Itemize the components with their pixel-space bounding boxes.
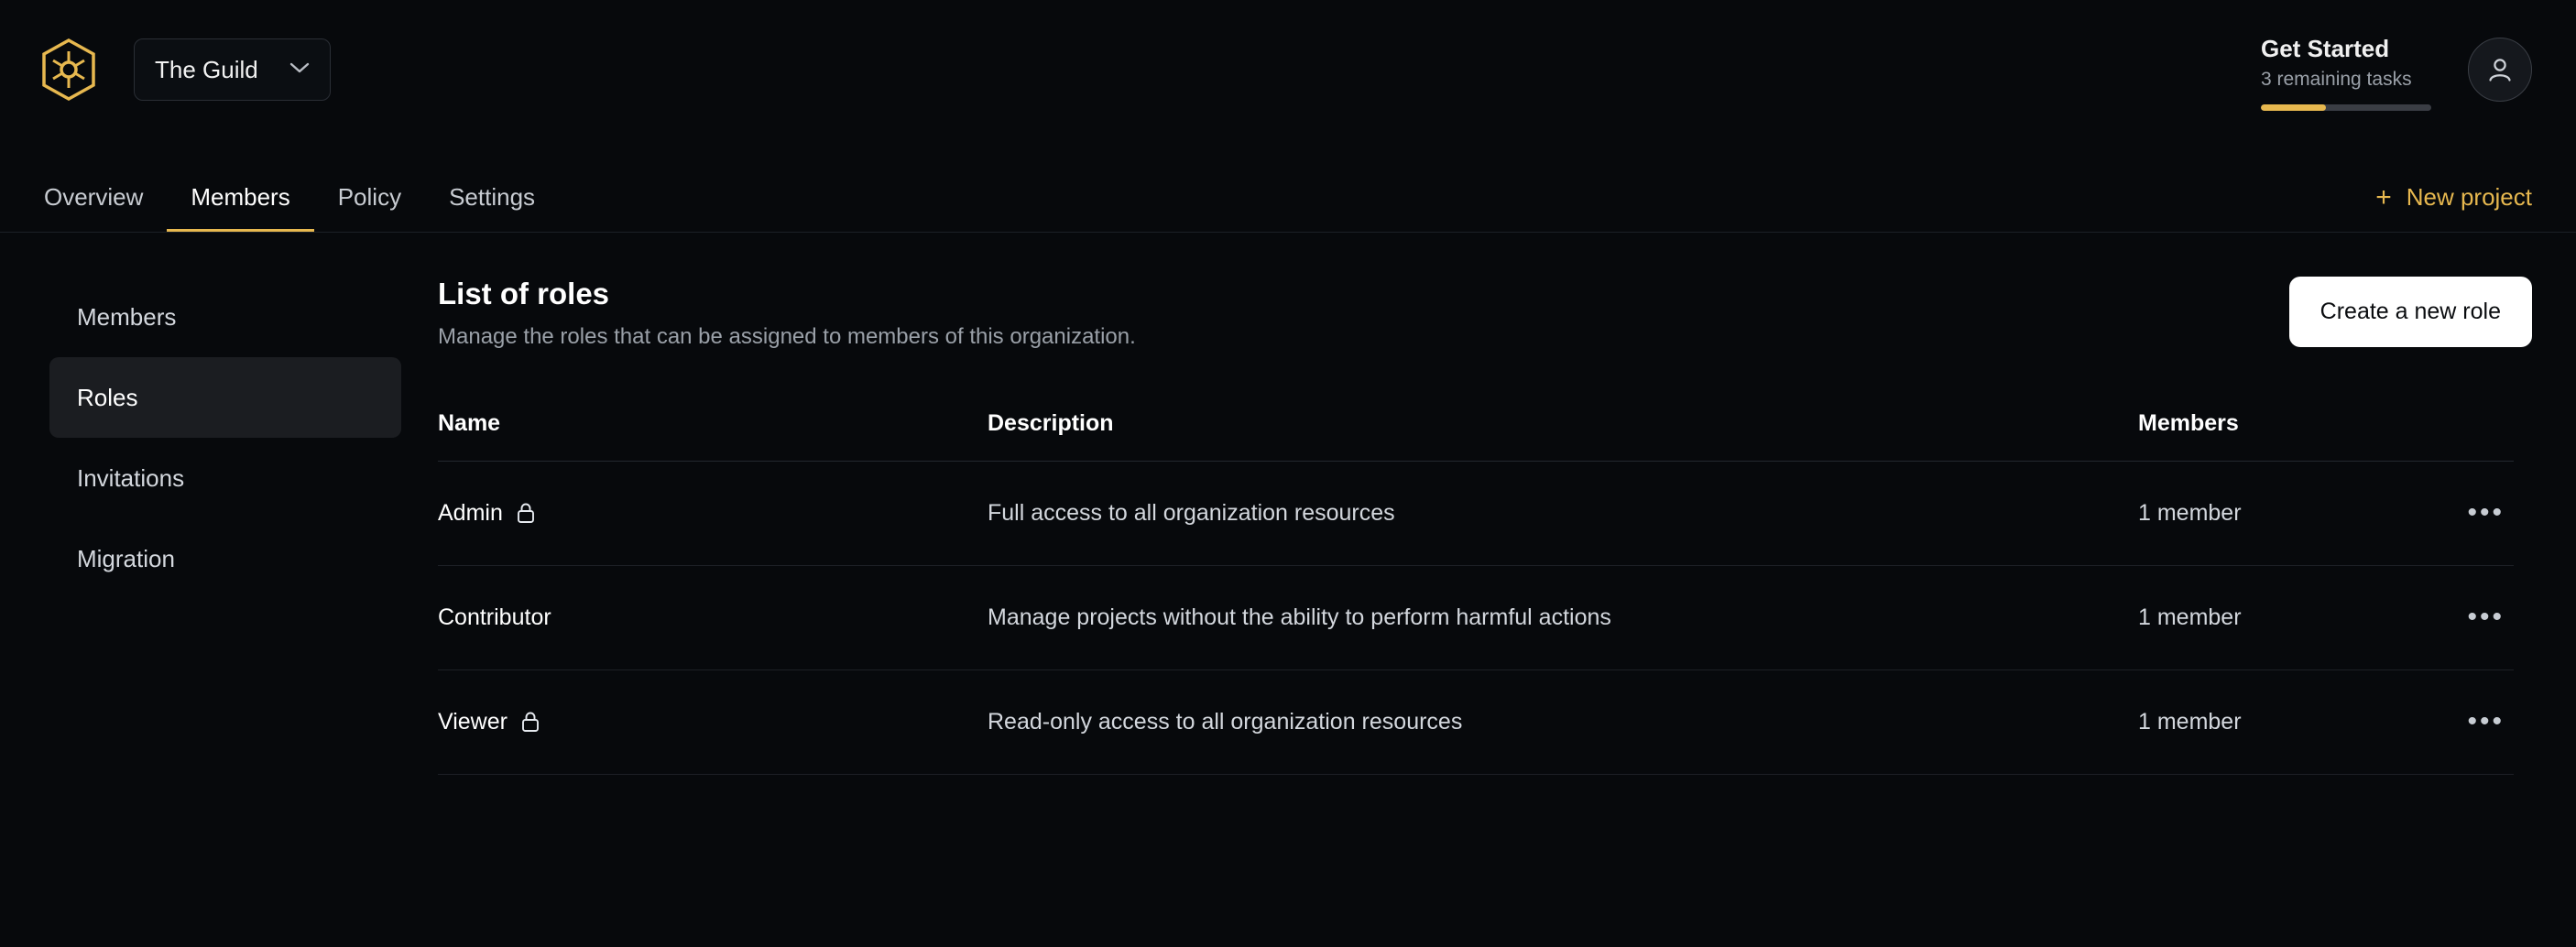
table-header-row	[438, 410, 2514, 462]
role-name-cell	[438, 709, 988, 735]
role-actions-cell	[2413, 499, 2514, 527]
role-name-cell	[438, 500, 988, 527]
role-actions-cell	[2413, 604, 2514, 631]
table-row[interactable]	[438, 462, 2514, 566]
hexagon-logo-icon[interactable]	[35, 36, 103, 103]
column-header-members: Members	[2138, 409, 2239, 436]
role-name-cell	[438, 604, 988, 631]
user-avatar-icon	[2484, 54, 2516, 85]
new-project-label: New project	[2406, 183, 2532, 211]
tab-overview[interactable]: Overview	[44, 183, 144, 211]
role-description: Manage projects without the ability to perform harmful actions	[988, 604, 1611, 630]
get-started-progress	[2261, 104, 2431, 111]
table-row[interactable]	[438, 670, 2514, 775]
content-header-text	[438, 277, 1136, 350]
lock-icon	[516, 502, 536, 524]
role-member-count: 1 member	[2138, 499, 2242, 526]
role-name: Admin	[438, 499, 503, 526]
role-description: Read-only access to all organization resources	[988, 708, 1463, 735]
plus-icon: +	[2375, 181, 2392, 212]
column-header-description: Description	[988, 409, 1114, 436]
chevron-down-icon	[289, 61, 310, 79]
role-actions-cell	[2413, 708, 2514, 735]
role-name: Contributor	[438, 604, 551, 630]
lock-icon	[520, 711, 540, 733]
get-started-subtitle: 3 remaining tasks	[2261, 68, 2412, 90]
sidebar-item-members[interactable]: Members	[77, 302, 177, 331]
role-name: Viewer	[438, 708, 508, 735]
column-header-name: Name	[438, 409, 501, 436]
secondary-sidebar	[0, 233, 403, 947]
top-bar	[0, 0, 2576, 139]
more-horizontal-icon[interactable]: •••	[2467, 497, 2505, 528]
tab-policy[interactable]: Policy	[337, 183, 402, 211]
avatar[interactable]	[2468, 38, 2532, 102]
more-horizontal-icon[interactable]: •••	[2467, 706, 2505, 737]
page-title: List of roles	[438, 277, 610, 310]
sidebar-item-invitations[interactable]: Invitations	[77, 463, 185, 492]
primary-nav	[0, 139, 2576, 233]
role-description: Full access to all organization resources	[988, 499, 1395, 526]
tab-members[interactable]: Members	[167, 185, 313, 232]
nav-tabs	[44, 139, 559, 232]
main-content	[403, 233, 2576, 947]
content-header	[438, 277, 2532, 350]
more-horizontal-icon[interactable]: •••	[2467, 602, 2505, 633]
role-member-count: 1 member	[2138, 708, 2242, 735]
get-started-widget[interactable]	[2261, 29, 2431, 111]
get-started-progress-fill	[2261, 104, 2326, 111]
new-project-button[interactable]	[2375, 183, 2532, 232]
org-name: The Guild	[155, 55, 258, 83]
table-row[interactable]	[438, 566, 2514, 670]
page-subtitle: Manage the roles that can be assigned to members of this organization.	[438, 323, 1136, 349]
page-body	[0, 233, 2576, 947]
org-switcher[interactable]	[134, 38, 331, 101]
get-started-title: Get Started	[2261, 34, 2390, 62]
roles-table	[438, 410, 2514, 775]
sidebar-item-migration[interactable]: Migration	[77, 544, 175, 572]
create-role-button[interactable]: Create a new role	[2289, 277, 2532, 347]
sidebar-item-roles[interactable]: Roles	[49, 357, 401, 438]
tab-settings[interactable]: Settings	[449, 183, 536, 211]
role-member-count: 1 member	[2138, 604, 2242, 630]
